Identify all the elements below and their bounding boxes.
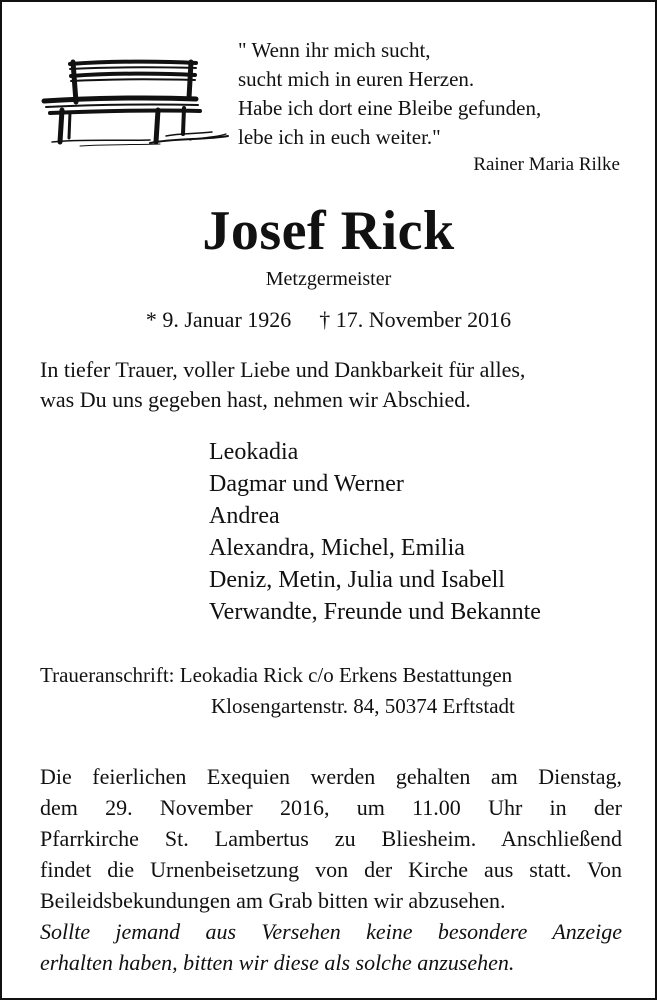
service-line: dem 29. November 2016, um 11.00 Uhr in der [40, 795, 622, 820]
rilke-quote [238, 36, 628, 152]
mourner-entry: Dagmar und Werner [209, 471, 404, 497]
mourning-statement [40, 355, 626, 415]
birth-date: * 9. Januar 1926 [145, 307, 292, 332]
deceased-name: Josef Rick [202, 200, 455, 262]
quote-line: sucht mich in euren Herzen. [238, 67, 475, 91]
closing-note [40, 916, 622, 978]
mourner-entry: Leokadia [209, 439, 299, 465]
address-line-1: Leokadia Rick c/o Erkens Bestattungen [179, 663, 513, 687]
funeral-service-info [40, 761, 622, 916]
quote-line: " Wenn ihr mich sucht, [238, 38, 431, 62]
mourner-entry: Andrea [209, 503, 280, 529]
quote-line: Habe ich dort eine Bleibe gefunden, [238, 96, 542, 120]
service-line: Pfarrkirche St. Lambertus zu Bliesheim. Anschließend [40, 826, 622, 851]
condolence-address [40, 660, 515, 722]
death-date: † 17. November 2016 [319, 307, 512, 332]
address-line-2: Klosengartenstr. 84, 50374 Erftstadt [211, 694, 515, 718]
service-line: Die feierlichen Exequien werden gehalten am Dienstag, [40, 764, 622, 789]
address-label: Traueranschrift: [40, 663, 175, 687]
service-line: findet die Urnenbeisetzung von der Kirche aus statt. Von [40, 857, 622, 882]
mourners-list [209, 436, 541, 628]
bench-illustration-icon [40, 58, 232, 150]
mourner-entry: Deniz, Metin, Julia und Isabell [209, 567, 505, 593]
closing-line: erhalten haben, bitten wir diese als solche anzusehen. [40, 950, 515, 975]
quote-line: lebe ich in euch weiter." [238, 125, 441, 149]
mourner-entry: Verwandte, Freunde und Bekannte [209, 599, 541, 625]
life-dates [2, 307, 655, 333]
deceased-profession: Metzgermeister [265, 268, 392, 290]
mourner-entry: Alexandra, Michel, Emilia [209, 535, 465, 561]
service-line: Beileidsbekundungen am Grab bitten wir abzusehen. [40, 888, 506, 913]
statement-line: was Du uns gegeben hast, nehmen wir Abschied. [40, 387, 471, 412]
quote-author: Rainer Maria Rilke [473, 154, 620, 175]
closing-line: Sollte jemand aus Versehen keine besondere Anzeige [40, 919, 622, 944]
statement-line: In tiefer Trauer, voller Liebe und Dankbarkeit für alles, [40, 357, 526, 382]
